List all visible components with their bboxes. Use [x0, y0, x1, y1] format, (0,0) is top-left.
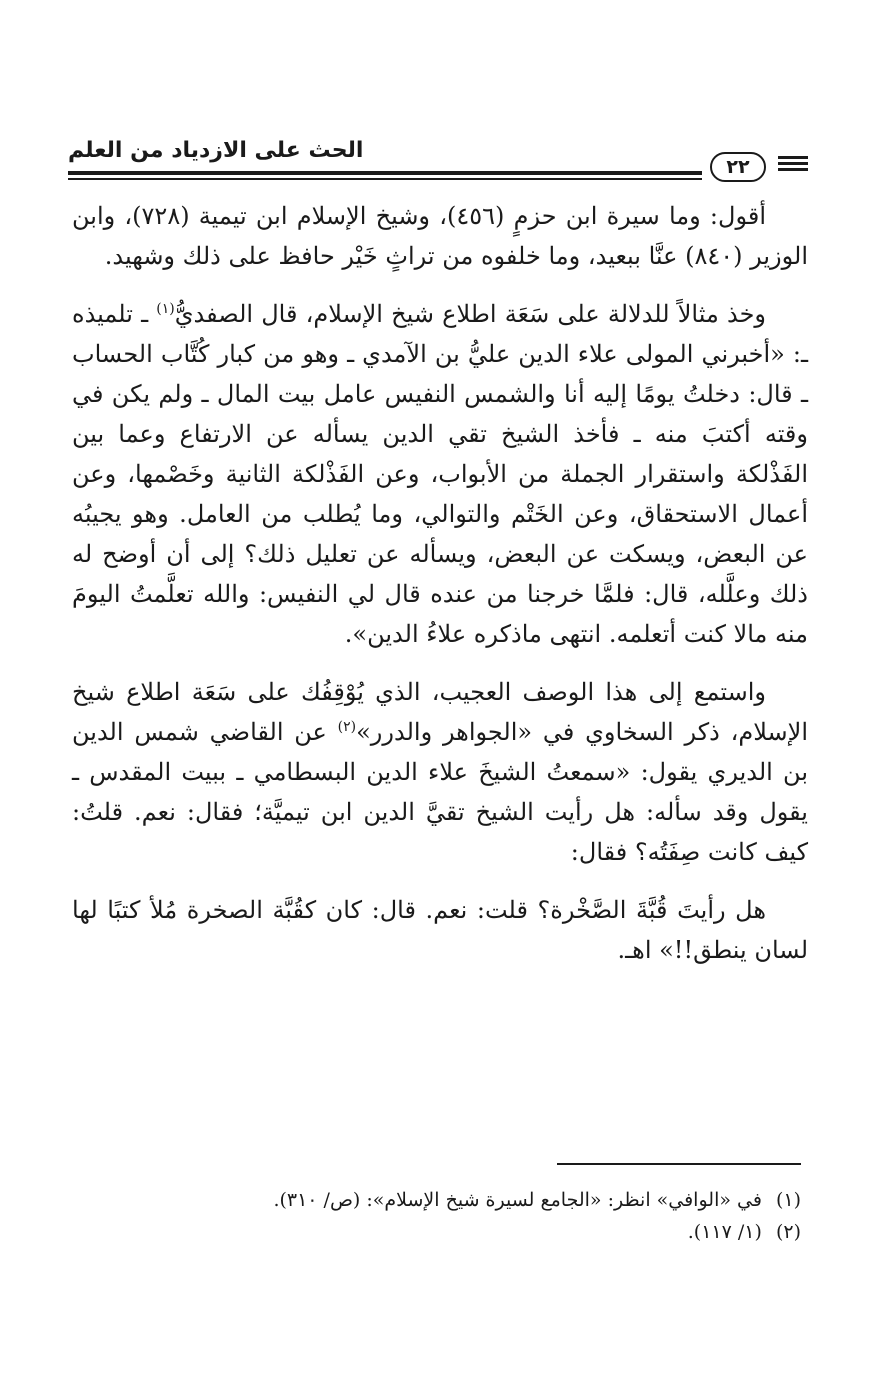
footnote [65, 1184, 801, 1216]
header-ornament [778, 156, 808, 159]
paragraph-text: واستمع إلى هذا الوصف العجيب، الذي يُوْقِفُك على سَعَة اطلاع شيخ الإسلام، ذكر السخاوي في «الجواهر والدرر» [72, 678, 808, 746]
header-ornament [778, 162, 808, 165]
footnote [65, 1216, 801, 1248]
paragraph [72, 672, 808, 872]
footnote-reference[interactable]: (١) [156, 301, 175, 317]
paragraph-text: هل رأيتَ قُبَّةَ الصَّخْرة؟ قلت: نعم. قال: كان كقُبَّة الصخرة مُلأ كتبًا لها لسان ينطق!!» اهـ. [72, 896, 808, 964]
paragraph-text: وخذ مثالاً للدلالة على سَعَة اطلاع شيخ الإسلام، قال الصفديُّ [174, 300, 767, 328]
page-number: ٢٢ [710, 152, 766, 182]
footnote-number: (١) [775, 1189, 801, 1211]
paragraph [72, 196, 808, 276]
footnotes [65, 1184, 801, 1248]
header-ornament [778, 168, 808, 171]
paragraph [72, 890, 808, 970]
footnote-separator [557, 1163, 801, 1165]
paragraph [72, 294, 808, 654]
paragraph-text: أقول: وما سيرة ابن حزمٍ (٤٥٦)، وشيخ الإسلام ابن تيمية (٧٢٨)، وابن الوزير (٨٤٠) عنَّا ببعيد، وما خلفوه من تراثٍ خَيْر حافظ على ذلك وشهيد. [72, 202, 808, 270]
footnote-number: (٢) [775, 1221, 801, 1243]
footnote-text: (١/ ١١٧). [687, 1221, 762, 1243]
footnote-text: في «الوافي» انظر: «الجامع لسيرة شيخ الإسلام»: (ص/ ٣١٠). [273, 1189, 762, 1211]
header-rule [68, 171, 702, 175]
running-header [68, 138, 808, 184]
header-rule [68, 178, 702, 180]
paragraph-text: عن القاضي شمس الدين بن الديري يقول: «سمعتُ الشيخَ علاء الدين البسطامي ـ ببيت المقدس ـ يقول وقد سأله: هل رأيت الشيخ تقيَّ الدين ابن تيميَّة؛ فقال: نعم. قلتُ: كيف كانت صِفَتُه؟ فقال: [72, 718, 808, 866]
body-text [72, 196, 808, 988]
footnote-reference[interactable]: (٢) [337, 719, 357, 735]
book-title: الحث على الازدياد من العلم [68, 138, 364, 163]
paragraph-text: ـ تلميذه ـ: «أخبرني المولى علاء الدين عليُّ بن الآمدي ـ وهو من كبار كُتَّاب الحساب ـ قال: دخلتُ يومًا إليه أنا والشمس النفيس عامل بيت المال ـ ولم يكن في وقته أكتبَ منه ـ فأخذ الشيخ تقي الدين يسأله عن الارتفاع وعما بين الفَذْلكة واستقرار الجملة من الأبواب، وعن الفَذْلكة الثانية وخَصْمها، وعن أعمال الاستحقاق، وعن الخَتْم والتوالي، وما يُطلب من العامل. وهو يجيبُه عن البعض، ويسكت عن البعض، ويسأله عن تعليل ذلك؟ إلى أن أوضح له ذلك وعلَّله، قال: فلمَّا خرجنا من عنده قال لي النفيس: والله تعلَّمتُ اليومَ منه مالا كنت أتعلمه. انتهى ماذكره علاءُ الدين». [72, 300, 809, 648]
